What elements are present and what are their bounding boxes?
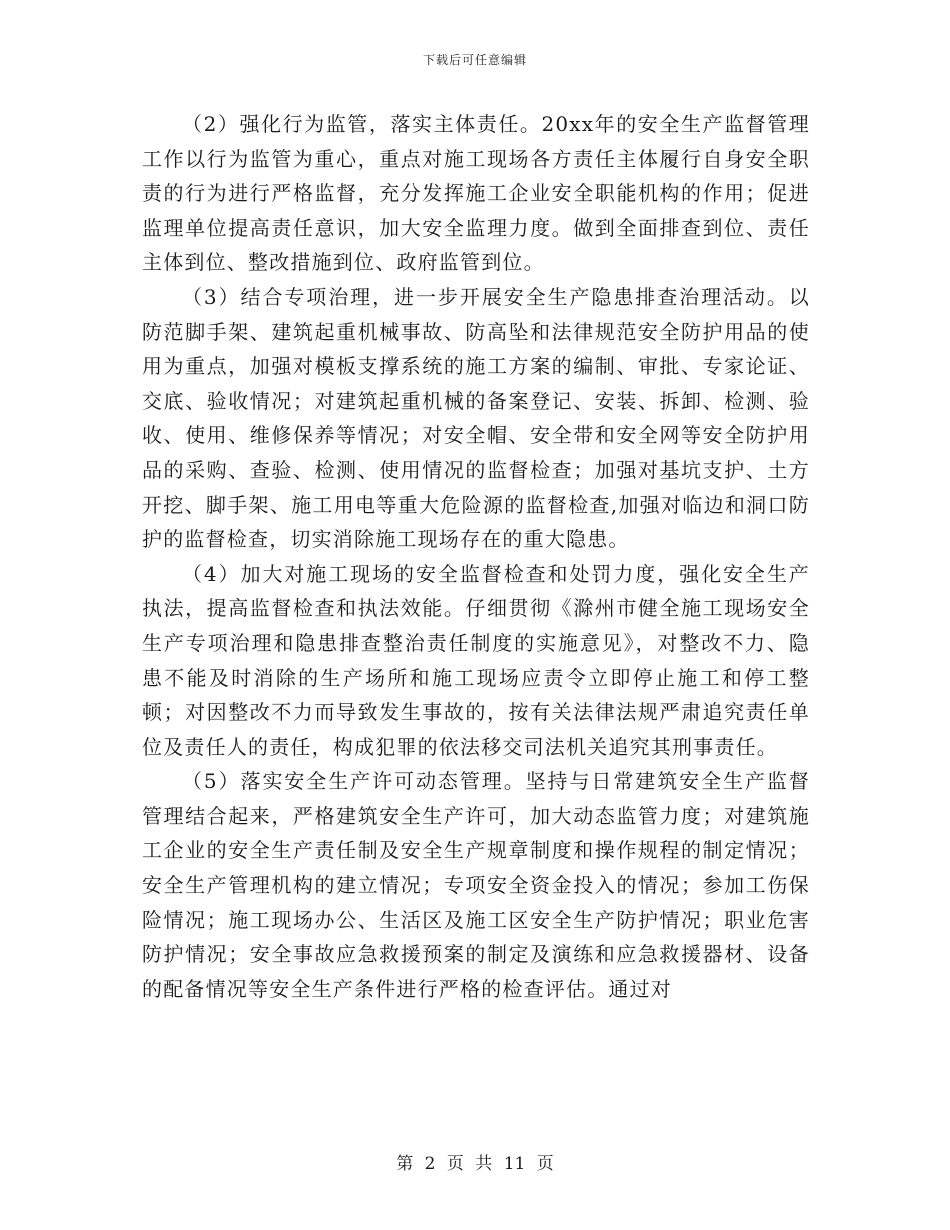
page-number-footer: 第 2 页 共 11 页 [396,1154,554,1174]
paragraph-license-management: （5）落实安全生产许可动态管理。坚持与日常建筑安全生产监督管理结合起来，严格建筑安全生产许可，加大动态监管力度；对建筑施工企业的安全生产责任制及安全生产规章制度和操作规程的制定情况；安全生产管理机构的建立情况；专项安全资金投入的情况；参加工伤保险情况；施工现场办公、生活区及施工区安全生产防护情况；职业危害防护情况；安全事故应急救援预案的制定及演练和应急救援器材、设备的配备情况等安全生产条件进行严格的检查评估。通过对 [142,769,810,1001]
paragraph-special-governance: （3）结合专项治理，进一步开展安全生产隐患排查治理活动。以防范脚手架、建筑起重机械事故、防高坠和法律规范安全防护用品的使用为重点，加强对模板支撑系统的施工方案的编制、审批、专家论证、交底、验收情况；对建筑起重机械的备案登记、安装、拆卸、检测、验收、使用、维修保养等情况；对安全帽、安全带和安全网等安全防护用品的采购、查验、检测、使用情况的监督检查；加强对基坑支护、土方开挖、脚手架、施工用电等重大危险源的监督检查,加强对临边和洞口防护的监督检查，切实消除施工现场存在的重大隐患。 [142,284,810,552]
paragraph-inspection-penalty: （4）加大对施工现场的安全监督检查和处罚力度，强化安全生产执法，提高监督检查和执法效能。仔细贯彻《滁州市健全施工现场安全生产专项治理和隐患排查整治责任制度的实施意见》，对整改不力、隐患不能及时消除的生产场所和施工现场应责令立即停止施工和停工整顿；对因整改不力而导致发生事故的，按有关法律法规严肃追究责任单位及责任人的责任，构成犯罪的依法移交司法机关追究其刑事责任。 [142,561,810,759]
document-body [142,107,810,1006]
paragraph-behavior-supervision: （2）强化行为监管，落实主体责任。20xx年的安全生产监督管理工作以行为监管为重心，重点对施工现场各方责任主体履行自身安全职责的行为进行严格监督，充分发挥施工企业安全职能机构的作用；促进监理单位提高责任意识，加大安全监理力度。做到全面排查到位、责任主体到位、整改措施到位、政府监管到位。 [142,112,810,275]
page-header: 下载后可任意编辑 [422,53,527,67]
